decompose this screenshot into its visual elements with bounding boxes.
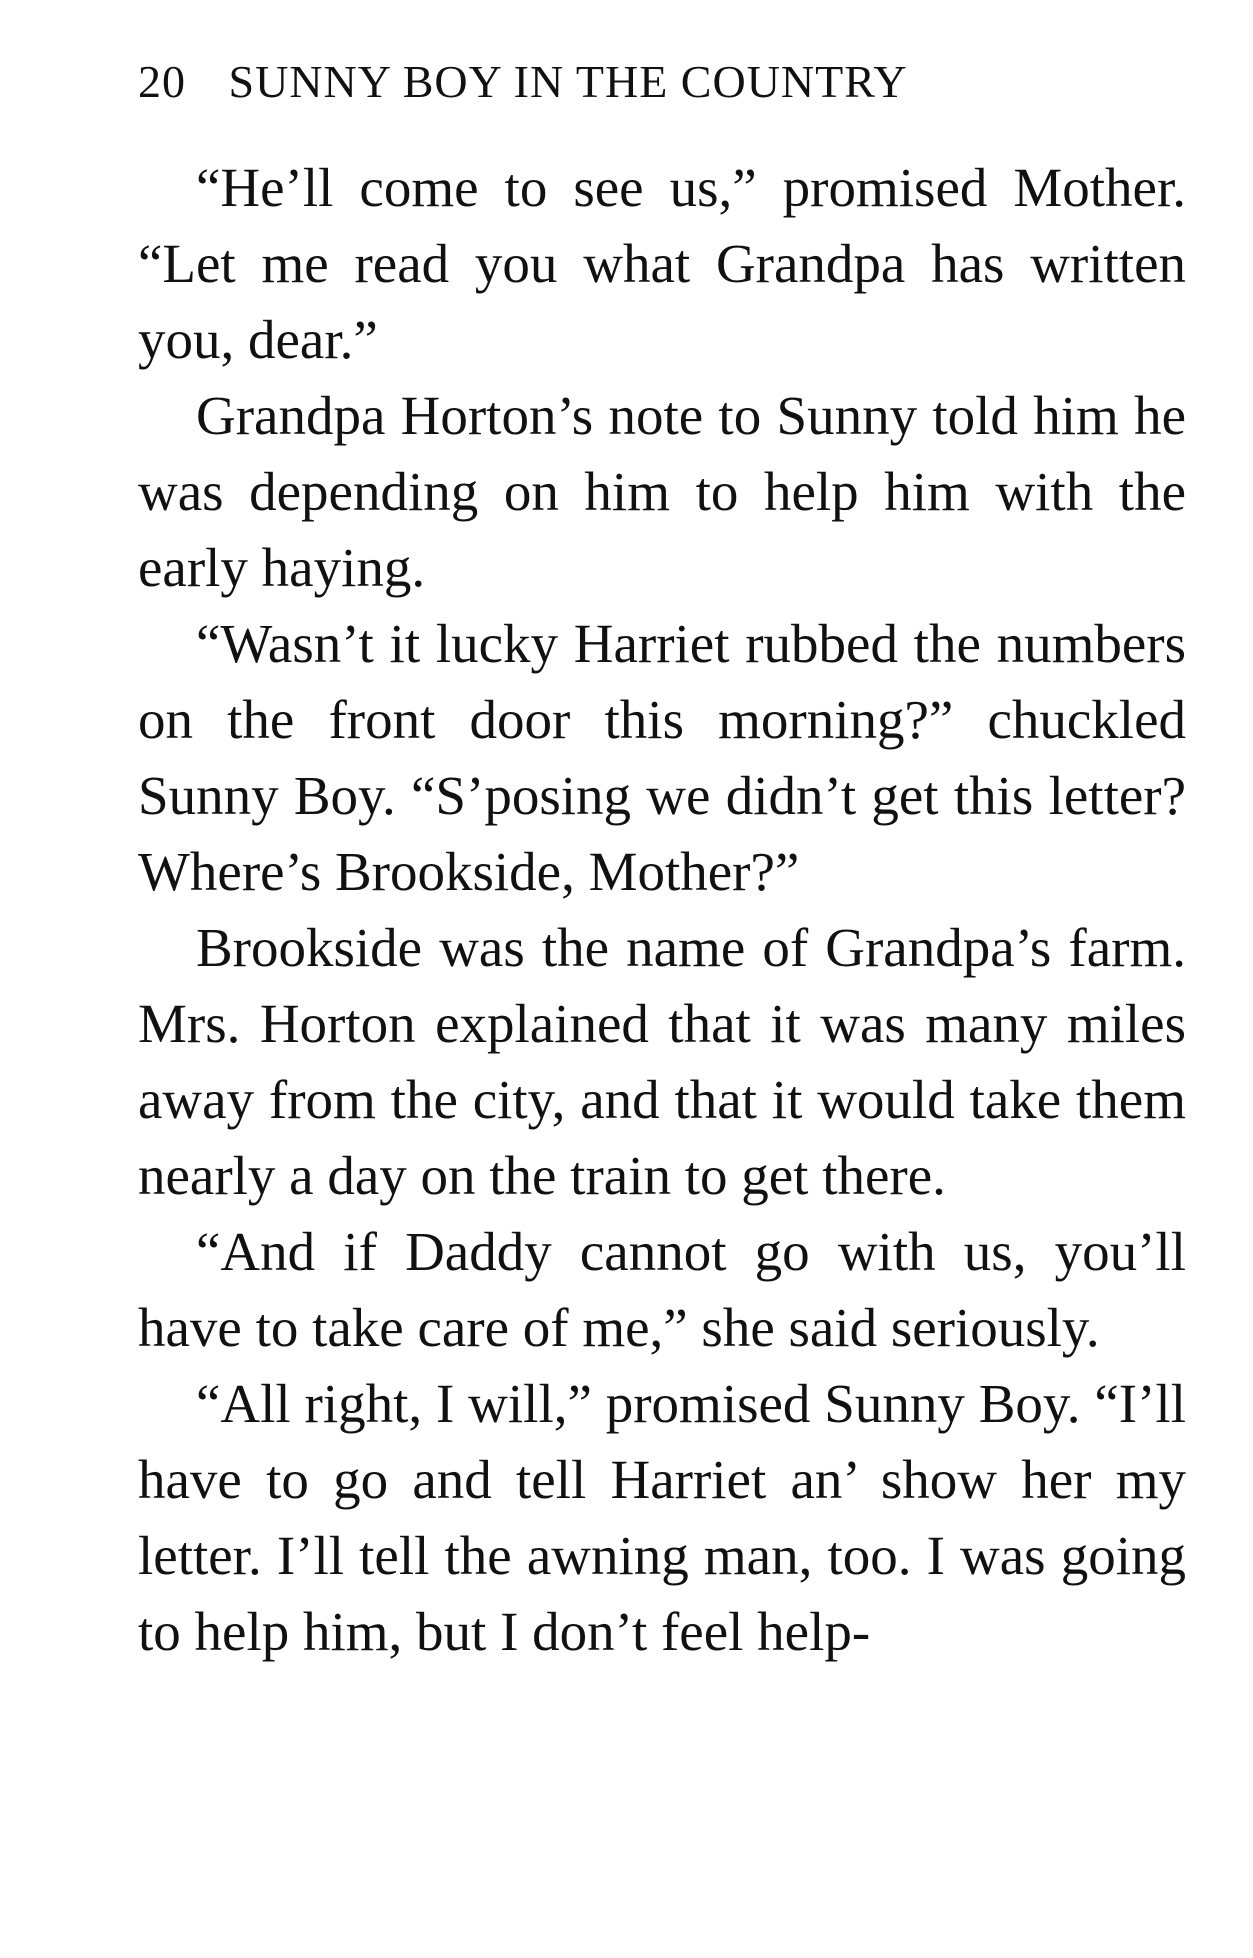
paragraph: Grandpa Horton’s note to Sunny told him he was depending on him to help him with the early haying. — [138, 385, 1186, 598]
running-head — [138, 50, 1088, 114]
page-number: 20 — [138, 56, 186, 107]
running-title: SUNNY BOY IN THE COUNTRY — [228, 56, 908, 107]
paragraph: Brookside was the name of Grandpa’s farm. Mrs. Horton explained that it was many miles away from the city, and that it would take them nearly a day on the train to get there. — [138, 917, 1186, 1206]
paragraph: “All right, I will,” promised Sunny Boy. “I’ll have to go and tell Harriet an’ show her my letter. I’ll tell the awning man, too. I was going to help him, but I don’t feel help- — [138, 1373, 1186, 1662]
paragraph: “Wasn’t it lucky Harriet rubbed the numbers on the front door this morning?” chuckled Sunny Boy. “S’posing we didn’t get this letter? Where’s Brookside, Mother?” — [138, 613, 1186, 902]
body-text — [138, 150, 1186, 1670]
paragraph: “He’ll come to see us,” promised Mother. “Let me read you what Grandpa has written you, dear.” — [138, 157, 1186, 370]
paragraph: “And if Daddy cannot go with us, you’ll have to take care of me,” she said seriously. — [138, 1221, 1186, 1358]
